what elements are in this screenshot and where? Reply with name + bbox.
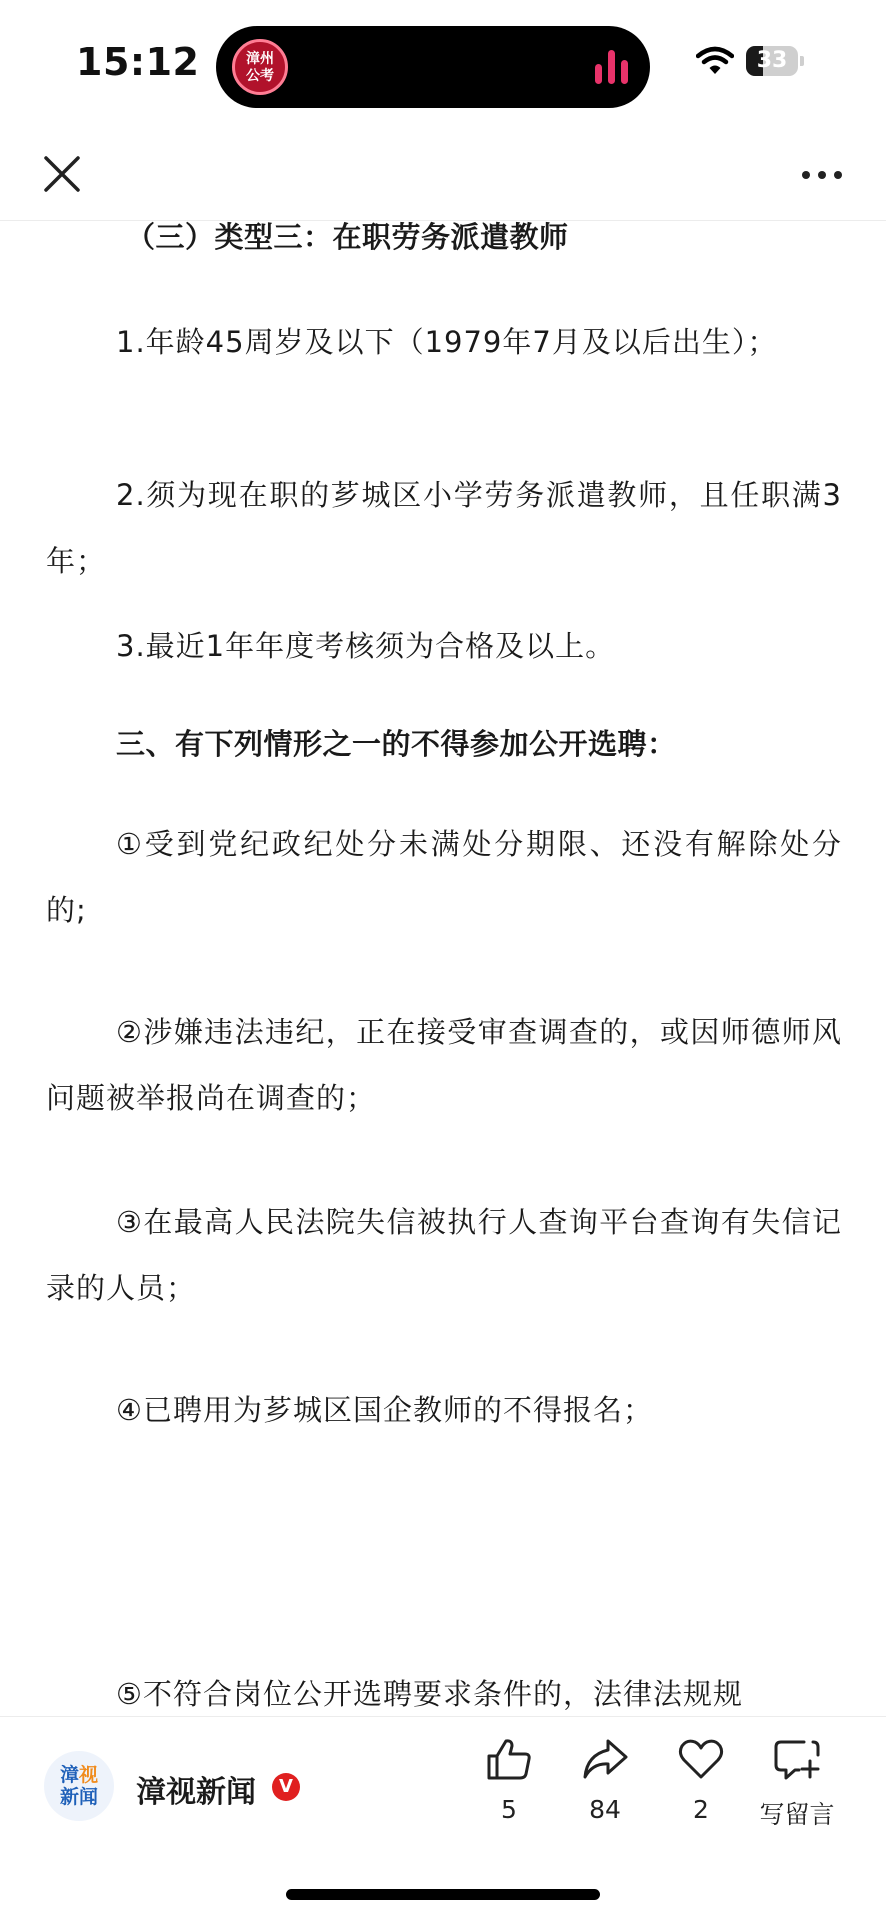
favorite-button[interactable] xyxy=(656,1737,746,1837)
share-count: 84 xyxy=(589,1795,621,1824)
top-nav-bar xyxy=(0,130,886,221)
island-app-label: 漳州 公考 xyxy=(246,51,274,84)
verified-badge: V xyxy=(272,1773,300,1801)
share-button[interactable] xyxy=(560,1737,650,1837)
write-comment-label: 写留言 xyxy=(759,1800,835,1829)
article-paragraph: 3.最近1年年度考核须为合格及以上。 xyxy=(116,629,616,663)
avatar[interactable] xyxy=(44,1751,114,1821)
avatar-text: 新闻 xyxy=(59,1786,98,1808)
heart-icon xyxy=(677,1737,725,1781)
island-app-logo xyxy=(232,39,288,95)
battery-level: 33 xyxy=(756,48,788,73)
article-section-heading: 三、有下列情形之一的不得参加公开选聘： xyxy=(116,727,677,761)
dynamic-island[interactable] xyxy=(216,26,650,108)
like-count: 5 xyxy=(501,1795,517,1824)
article-paragraph: ①受到党纪政纪处分未满处分期限、还没有解除处分的; xyxy=(46,827,842,927)
avatar-text: 视 xyxy=(79,1764,99,1786)
article-paragraph: 1.年龄45周岁及以下（1979年7月及以后出生）； xyxy=(116,325,778,359)
bottom-action-bar xyxy=(0,1716,886,1921)
battery-cap xyxy=(800,56,804,66)
article-body xyxy=(0,221,886,1721)
audio-bars-icon xyxy=(594,50,630,84)
status-indicators xyxy=(696,46,806,78)
status-time: 15:12 xyxy=(76,40,200,84)
close-icon[interactable] xyxy=(40,152,84,196)
source-name[interactable]: 漳视新闻 xyxy=(136,1775,256,1810)
article-paragraph: ③在最高人民法院失信被执行人查询平台查询有失信记录的人员； xyxy=(46,1205,842,1305)
article-paragraph: ⑤不符合岗位公开选聘要求条件的，法律法规规 xyxy=(116,1677,743,1711)
share-icon xyxy=(581,1737,629,1781)
favorite-count: 2 xyxy=(693,1795,709,1824)
like-button[interactable] xyxy=(464,1737,554,1837)
avatar-text: 漳 xyxy=(59,1764,79,1786)
article-subheading: （三）类型三：在职劳务派遣教师 xyxy=(126,221,569,254)
status-bar xyxy=(0,0,886,130)
comment-plus-icon xyxy=(772,1737,822,1781)
wifi-icon xyxy=(696,46,734,76)
more-icon[interactable] xyxy=(800,160,844,190)
article-paragraph: ④已聘用为芗城区国企教师的不得报名； xyxy=(116,1393,653,1427)
home-indicator[interactable] xyxy=(286,1889,600,1900)
article-paragraph: 2.须为现在职的芗城区小学劳务派遣教师，且任职满3年； xyxy=(46,478,842,578)
battery-icon xyxy=(746,46,798,76)
thumbs-up-icon xyxy=(485,1737,533,1781)
article-paragraph: ②涉嫌违法违纪，正在接受审查调查的，或因师德师风问题被举报尚在调查的； xyxy=(46,1015,842,1115)
write-comment-button[interactable] xyxy=(752,1737,842,1837)
